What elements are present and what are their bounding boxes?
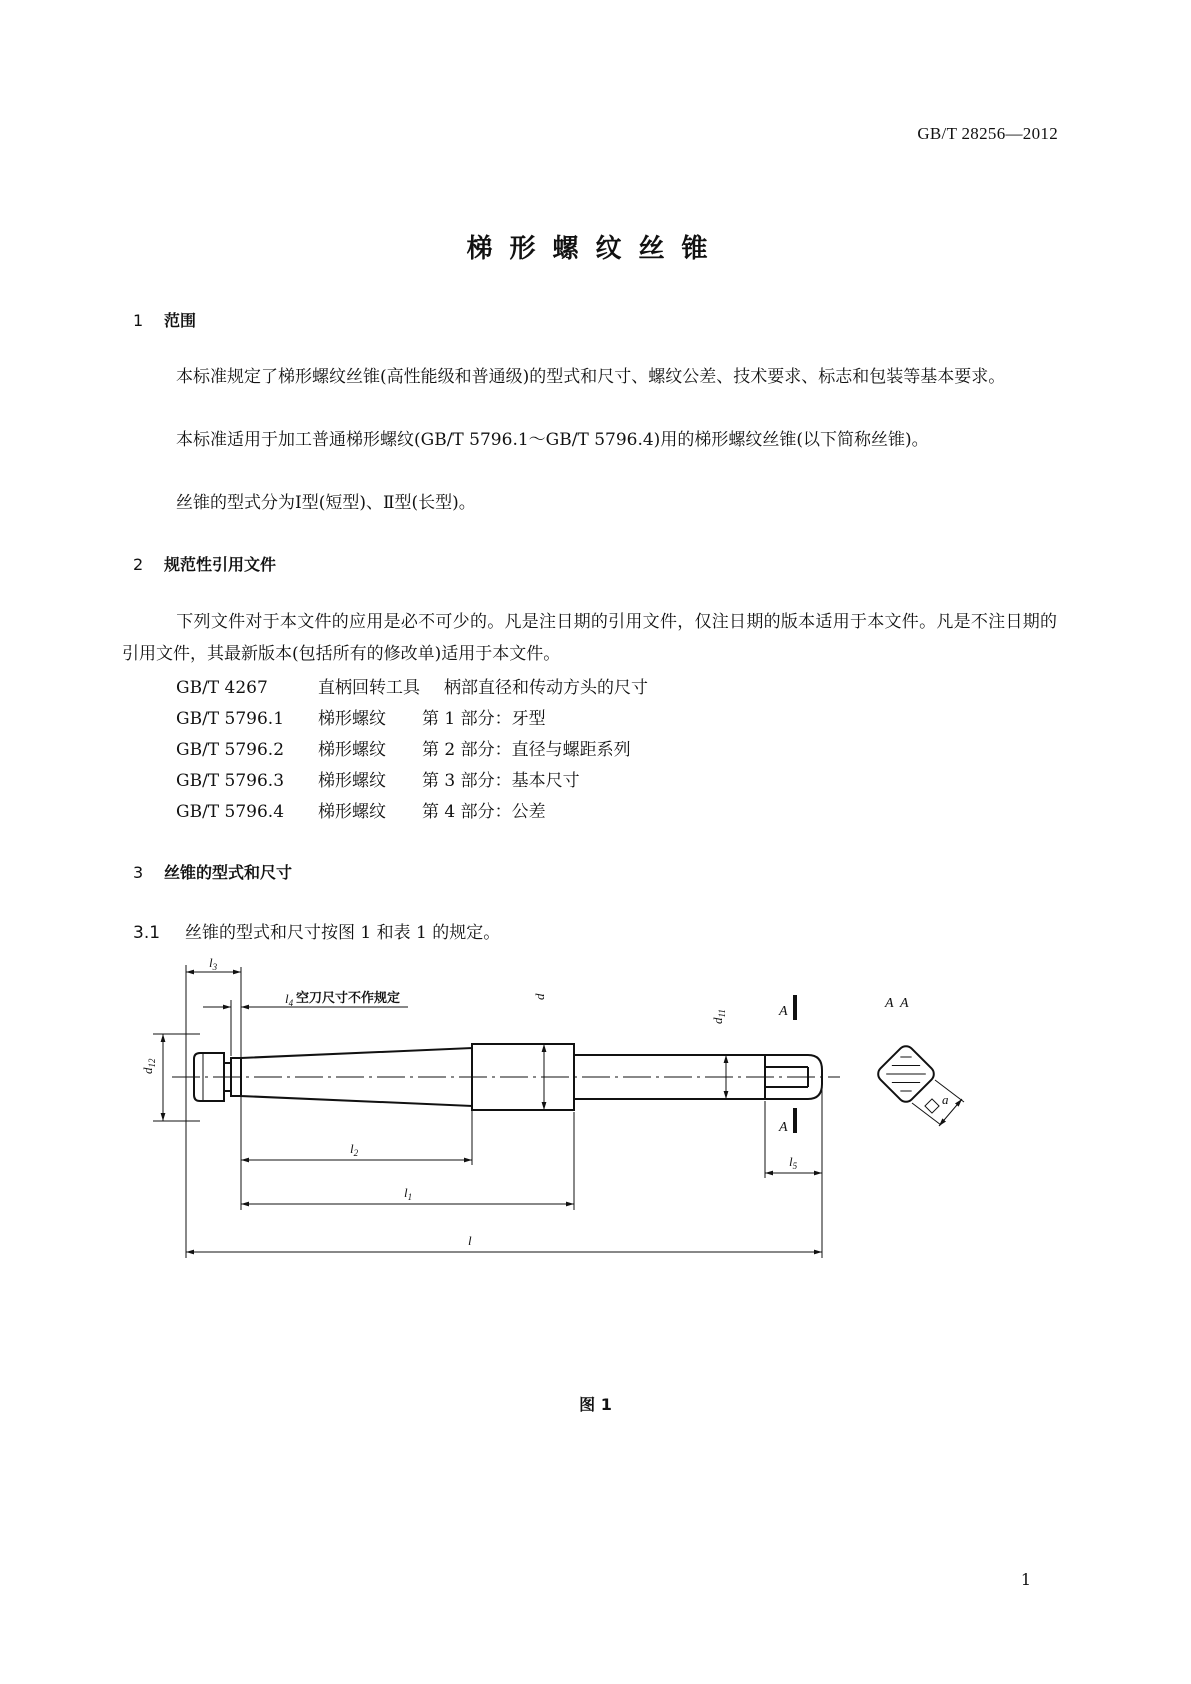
scope-paragraph-3 [122,487,1057,519]
references-intro [122,606,1057,670]
clause-number: 3.1 [133,923,161,943]
paragraph-text: 本标准规定了梯形螺纹丝锥(高性能级和普通级)的型式和尺寸、螺纹公差、技术要求、标志和包装等基本要求。 [176,367,1006,387]
section-label-a-bottom: A [779,1120,788,1135]
square-symbol [925,1099,939,1113]
reference-code: GB/T 5796.3 [176,771,285,791]
label-l5: $l_5$ [789,1154,798,1171]
reference-item [176,797,546,822]
a-label: a [942,1092,949,1107]
label-l4: $l_4$ [285,991,294,1008]
section-view-label: A A [885,996,909,1011]
reference-code: GB/T 5796.4 [176,802,285,822]
a-extension-2 [912,1103,941,1125]
reference-part: 第 2 部分：直径与螺距系列 [422,740,631,760]
figure-caption: 图 1 [579,1395,612,1414]
reference-name: 梯形螺纹 [318,709,386,729]
section-3-heading [133,860,292,883]
label-d: d [532,993,547,1000]
paragraph-text: 丝锥的型式分为Ⅰ型(短型)、Ⅱ型(长型)。 [176,493,476,513]
label-l2: $l_2$ [350,1141,359,1158]
reference-name: 梯形螺纹 [318,740,386,760]
tap-drawing-figure [0,955,1191,1400]
scope-paragraph-1 [122,361,1057,393]
reference-code: GB/T 5796.1 [176,709,285,729]
section-1-heading [133,308,196,331]
reference-part: 柄部直径和传动方头的尺寸 [444,678,648,698]
label-d12: $d_{12}$ [140,1058,157,1074]
reference-code: GB/T 5796.2 [176,740,285,760]
section-title: 丝锥的型式和尺寸 [164,863,293,882]
reference-name: 直柄回转工具 [318,678,420,698]
section-number: 2 [133,555,144,574]
reference-part: 第 1 部分：牙型 [422,709,546,729]
label-l4-note: 空刀尺寸不作规定 [296,991,401,1006]
section-2-heading [133,552,276,575]
reference-item [176,735,631,760]
section-title: 规范性引用文件 [164,555,277,574]
label-l3: $l_3$ [209,955,218,972]
label-d11: $d_{11}$ [710,1009,727,1024]
section-label-a-top: A [779,1004,788,1019]
reference-code: GB/T 4267 [176,678,268,698]
reference-item [176,766,580,791]
a-extension-1 [935,1080,964,1102]
page-number: 1 [1020,1570,1031,1589]
clause-3-1 [133,918,500,943]
reference-part: 第 4 部分：公差 [422,802,546,822]
reference-part: 第 3 部分：基本尺寸 [422,771,580,791]
section-title: 范围 [164,311,197,330]
reference-name: 梯形螺纹 [318,771,386,791]
standard-code: GB/T 28256—2012 [917,124,1058,143]
label-l1: $l_1$ [404,1185,413,1202]
label-l: l [468,1233,472,1248]
reference-item [176,673,648,698]
reference-item [176,704,546,729]
section-number: 3 [133,863,144,882]
reference-name: 梯形螺纹 [318,802,386,822]
section-view-square [875,1043,937,1105]
paragraph-text: 本标准适用于加工普通梯形螺纹(GB/T 5796.1～GB/T 5796.4)用的梯形螺纹丝锥(以下简称丝锥)。 [176,430,929,450]
section-number: 1 [133,311,144,330]
scope-paragraph-2 [122,424,1057,456]
document-title: 梯形螺纹丝锥 [466,234,725,264]
clause-text: 丝锥的型式和尺寸按图 1 和表 1 的规定。 [185,923,501,943]
paragraph-text: 下列文件对于本文件的应用是必不可少的。凡是注日期的引用文件，仅注日期的版本适用于本文件。凡是不注日期的引用文件，其最新版本(包括所有的修改单)适用于本文件。 [122,612,1057,664]
